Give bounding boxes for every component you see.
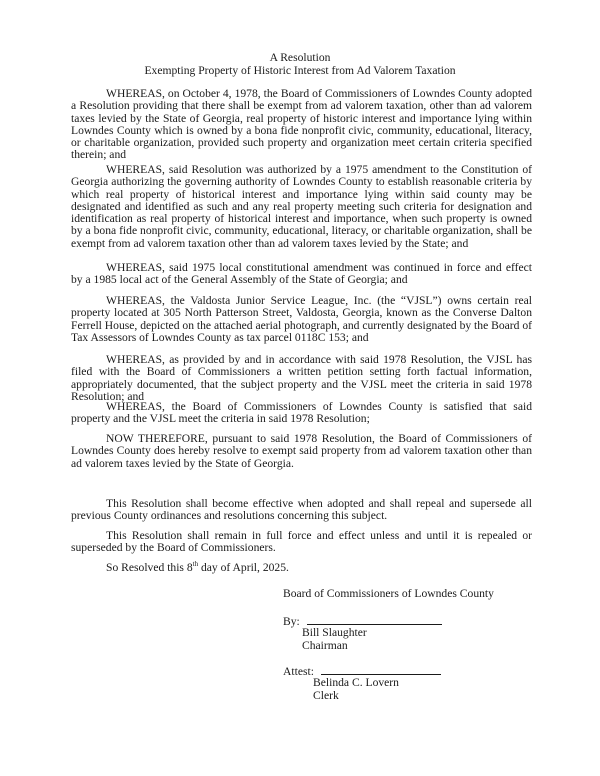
attester-title: Clerk [313,689,339,702]
resolved-ordinal-suffix: th [192,560,199,569]
paragraph-whereas-1975-amendment: WHEREAS, said Resolution was authorized by a 1975 amendment to the Constitution of Georgia authorizing the governing authority of Lowndes County to establish reasonable criteria by which real property of historical interest and importance lying within said county may be designated and identified as such and any real property meeting such criteria for designation and identification as real property of historical interest and importance, when such property is owned by a bona fide nonprofit civic, community, educational, literacy, or charitable organization, shall be exempt from ad valorem taxation other than ad valorem taxes levied by the State; and [71,163,532,250]
paragraph-whereas-1985-local-act: WHEREAS, said 1975 local constitutional amendment was continued in force and effect by a 1985 local act of the General Assembly of the State of Georgia; and [71,261,532,287]
document-title: A Resolution [269,51,331,64]
paragraph-whereas-vjsl-property: WHEREAS, the Valdosta Junior Service League, Inc. (the “VJSL”) owns certain real property located at 305 North Patterson Street, Valdosta, Georgia, known as the Converse Dalton Ferrell House, depicted on the attached aerial photograph, and currently designated by the Board of Tax Assessors of Lowndes County as tax parcel 0118C 153; and [71,294,533,344]
document-subtitle: Exempting Property of Historic Interest from Ad Valorem Taxation [144,64,456,77]
attester-name: Belinda C. Lovern [313,676,399,689]
clerk-signature-line [321,664,441,675]
resolved-prefix: So Resolved this 8 [106,561,193,574]
paragraph-effective-date: This Resolution shall become effective when adopted and shall repeal and supersede all previous County ordinances and resolutions concerning this subject. [71,497,532,523]
paragraph-whereas-1978-resolution: WHEREAS, on October 4, 1978, the Board of Commissioners of Lowndes County adopted a Resolution providing that there shall be exempt from ad valorem taxation, other than ad valorem taxes levied by the State of Georgia, real property of historic interest and importance lying within Lowndes County which is owned by a bona fide nonprofit civic, community, educational, literacy, or charitable organization, provided such property and organization meet certain criteria specified therein; and [71,87,532,162]
chairman-signature-line [307,614,442,625]
paragraph-remain-in-force: This Resolution shall remain in full force and effect unless and until it is repealed or superseded by the Board of Commissioners. [71,529,532,555]
signer-title: Chairman [302,639,348,652]
resolved-date-line [106,562,289,574]
paragraph-now-therefore: NOW THEREFORE, pursuant to said 1978 Resolution, the Board of Commissioners of Lowndes County does hereby resolve to exempt said property from ad valorem taxation other than ad valorem taxes levied by the State of Georgia. [71,432,532,470]
by-label: By: [283,615,300,628]
resolved-suffix: day of April, 2025. [198,561,289,574]
signer-name: Bill Slaughter [302,626,367,639]
signature-board-name: Board of Commissioners of Lowndes County [283,587,494,600]
paragraph-whereas-petition: WHEREAS, as provided by and in accordance with said 1978 Resolution, the VJSL has filed with the Board of Commissioners a written petition setting forth factual information, appropriately documented, that the subject property and the VJSL meet the criteria in said 1978 Resolution; and [71,353,532,403]
attest-label: Attest: [283,665,314,678]
paragraph-whereas-board-satisfied: WHEREAS, the Board of Commissioners of Lowndes County is satisfied that said property and the VJSL meet the criteria in said 1978 Resolution; [71,400,532,426]
